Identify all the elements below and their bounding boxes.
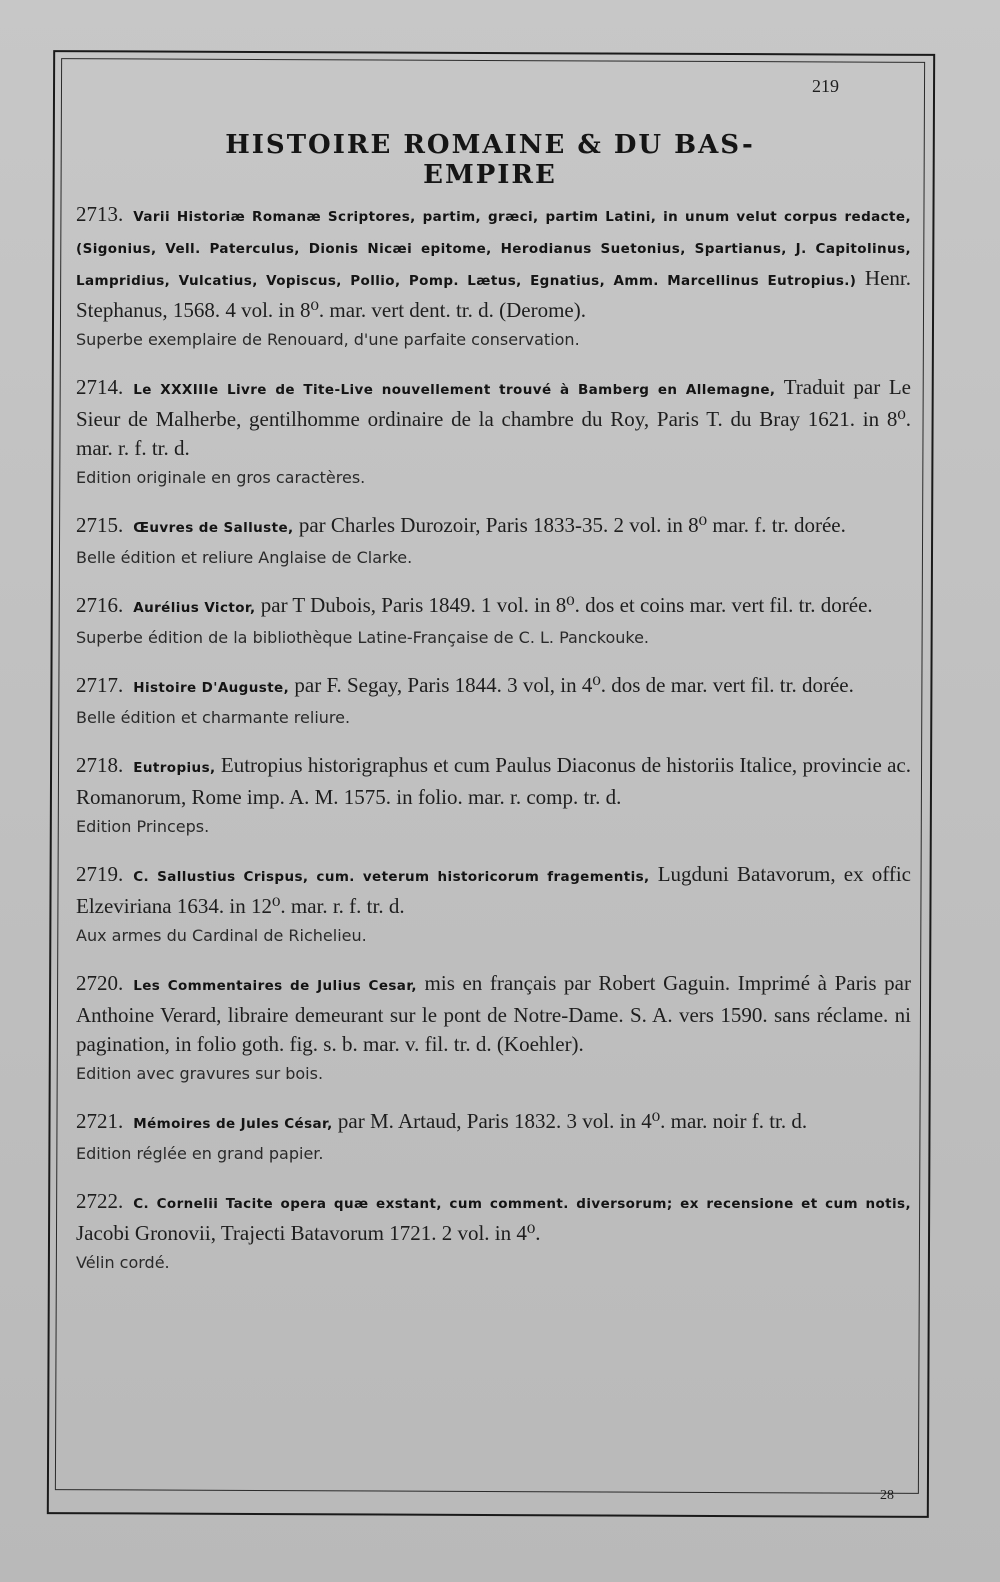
entry-note: Edition originale en gros caractères. (76, 468, 366, 487)
entry-details: par T Dubois, Paris 1849. 1 vol. in 8⁰. dos et coins mar. vert fil. tr. dorée. (255, 593, 873, 617)
entry-main (76, 751, 911, 812)
entry-note: Aux armes du Cardinal de Richelieu. (76, 926, 367, 945)
entry-number: 2718. (76, 753, 124, 777)
entry-title: Histoire D'Auguste, (133, 680, 290, 696)
entry-details: par M. Artaud, Paris 1832. 3 vol. in 4⁰. mar. noir f. tr. d. (332, 1109, 808, 1133)
entry-main (76, 969, 911, 1059)
entry-number: 2715. (76, 513, 124, 537)
entry-number: 2714. (76, 375, 124, 399)
catalogue-entry (76, 751, 911, 838)
entry-title: Mémoires de Jules César, (133, 1116, 333, 1132)
entry-main (76, 591, 911, 623)
entry-title: Eutropius, (133, 760, 216, 776)
entry-title: Les Commentaires de Julius Cesar, (133, 978, 417, 994)
entry-note: Superbe édition de la bibliothèque Latine-Française de C. L. Panckouke. (76, 628, 649, 647)
entry-number: 2720. (76, 971, 124, 995)
entry-note: Edition réglée en grand papier. (76, 1144, 324, 1163)
entry-details: Lugduni Batavorum, ex offic Elzeviriana 1634. in 12⁰. mar. r. f. tr. d. (76, 862, 911, 918)
entry-main (76, 1187, 911, 1248)
page-number: 219 (812, 76, 839, 96)
entry-number: 2717. (76, 673, 124, 697)
entry-title: Varii Historiæ Romanæ Scriptores, partim, græci, partim Latini, in unum velut corpus redacte, (Sigonius, Vell. Paterculus, Dionis Nicæi epitome, Herodianus Suetonius, Spartianus, J. Capitolinus, Lampridius, Vulcatius, Vopiscus, Pollio, Pomp. Lætus, Egnatius, Amm. Marcellinus Eutropius.) (76, 209, 911, 289)
entry-details: Jacobi Gronovii, Trajecti Batavorum 1721. 2 vol. in 4⁰. (76, 1221, 541, 1245)
entry-details: par Charles Durozoir, Paris 1833-35. 2 vol. in 8⁰ mar. f. tr. dorée. (293, 513, 846, 537)
entry-main (76, 200, 911, 325)
entry-number: 2722. (76, 1189, 124, 1213)
entry-note: Belle édition et reliure Anglaise de Clarke. (76, 548, 413, 567)
entry-main (76, 671, 911, 703)
entry-note: Edition Princeps. (76, 817, 210, 836)
entry-number: 2716. (76, 593, 124, 617)
catalogue-entry (76, 969, 911, 1085)
entry-note: Superbe exemplaire de Renouard, d'une parfaite conservation. (76, 330, 580, 349)
catalogue-entry (76, 671, 911, 729)
catalogue-entry (76, 591, 911, 649)
catalogue-entry (76, 860, 911, 947)
entry-title: Œuvres de Salluste, (133, 520, 294, 536)
entry-details: Traduit par Le Sieur de Malherbe, gentilhomme ordinaire de la chambre du Roy, Paris T. du Bray 1621. in 8⁰. mar. r. f. tr. d. (76, 375, 911, 460)
entry-main (76, 511, 911, 543)
catalogue-entry (76, 511, 911, 569)
entry-number: 2721. (76, 1109, 124, 1133)
entry-title: Le XXXIIIe Livre de Tite-Live nouvellement trouvé à Bamberg en Allemagne, (133, 382, 776, 398)
entry-title: C. Cornelii Tacite opera quæ exstant, cum comment. diversorum; ex recensione et cum notis, (133, 1196, 911, 1212)
catalogue-entry (76, 1107, 911, 1165)
entry-main (76, 1107, 911, 1139)
section-title: HISTOIRE ROMAINE & DU BAS-EMPIRE (225, 130, 755, 190)
entry-note: Belle édition et charmante reliure. (76, 708, 351, 727)
entry-details: Henr. Stephanus, 1568. 4 vol. in 8⁰. mar. vert dent. tr. d. (Derome). (76, 266, 911, 322)
printer-signature: 28 (880, 1488, 894, 1503)
catalogue-entry (76, 373, 911, 489)
entry-title: Aurélius Victor, (133, 600, 256, 616)
entry-number: 2719. (76, 862, 124, 886)
catalogue-entry (76, 1187, 911, 1274)
entry-details: mis en français par Robert Gaguin. Imprimé à Paris par Anthoine Verard, libraire demeurant sur le pont de Notre-Dame. S. A. vers 1590. sans réclame. ni pagination, in folio goth. fig. s. b. mar. v. fil. tr. d. (Koehler). (76, 971, 911, 1056)
entry-main (76, 373, 911, 463)
entry-details: par F. Segay, Paris 1844. 3 vol, in 4⁰. dos de mar. vert fil. tr. dorée. (289, 673, 854, 697)
entry-note: Edition avec gravures sur bois. (76, 1064, 324, 1083)
catalogue-entry (76, 200, 911, 351)
entry-title: C. Sallustius Crispus, cum. veterum historicorum fragementis, (133, 869, 650, 885)
entry-number: 2713. (76, 202, 124, 226)
entry-details: Eutropius historigraphus et cum Paulus Diaconus de historiis Italice, provincie ac. Romanorum, Rome imp. A. M. 1575. in folio. mar. r. comp. tr. d. (76, 753, 911, 809)
entry-main (76, 860, 911, 921)
entries-list (76, 200, 911, 1296)
entry-note: Vélin cordé. (76, 1253, 170, 1272)
